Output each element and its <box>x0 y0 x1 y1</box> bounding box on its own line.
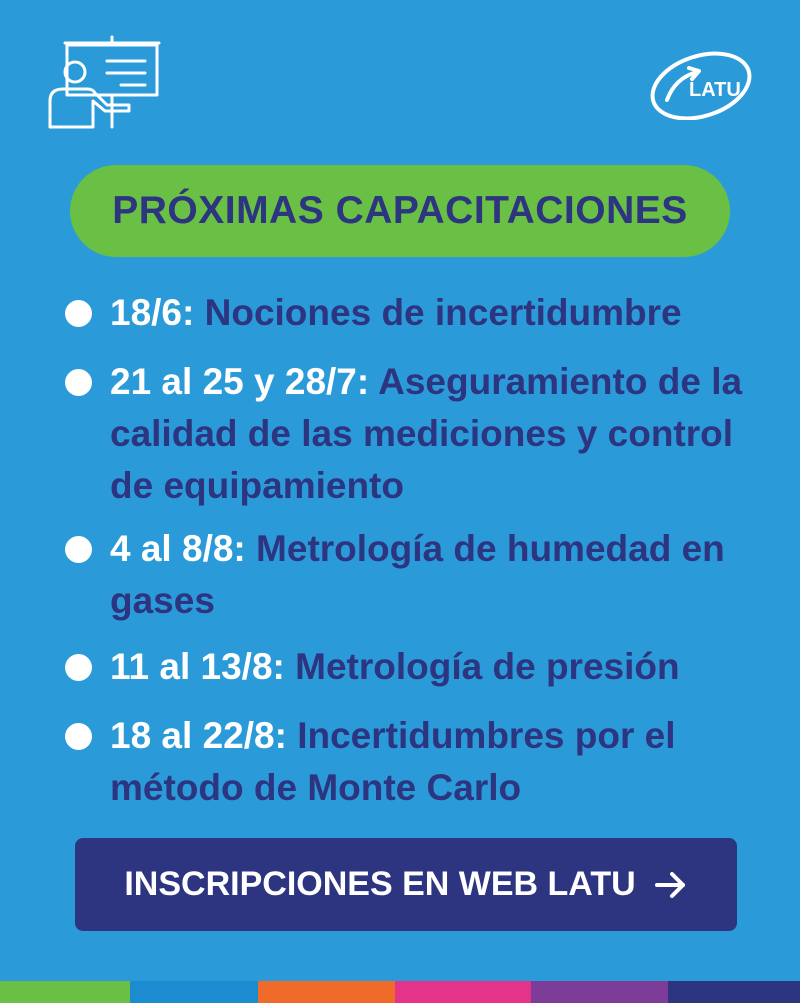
course-name: Nociones de incertidumbre <box>204 292 682 333</box>
bullet-dot <box>65 369 92 396</box>
course-name: Metrología de presión <box>295 646 680 687</box>
register-button-label: INSCRIPCIONES EN WEB LATU <box>124 865 636 903</box>
arrow-right-icon <box>654 870 688 900</box>
course-date: 18/6: <box>110 292 195 333</box>
color-stripe <box>0 981 800 1003</box>
course-text <box>110 523 760 627</box>
title-banner <box>70 165 730 257</box>
course-date: 4 al 8/8: <box>110 528 246 569</box>
presenter-board-icon <box>45 35 163 130</box>
bullet-dot <box>65 536 92 563</box>
color-stripe-segment <box>531 981 668 1003</box>
course-text <box>110 710 760 814</box>
course-text <box>110 641 760 693</box>
bullet-dot <box>65 654 92 681</box>
bullet-dot <box>65 723 92 750</box>
course-text <box>110 287 760 339</box>
color-stripe-segment <box>258 981 395 1003</box>
course-text <box>110 356 760 512</box>
color-stripe-segment <box>130 981 258 1003</box>
latu-logo <box>645 48 757 120</box>
color-stripe-segment <box>395 981 531 1003</box>
bullet-dot <box>65 300 92 327</box>
course-name: Aseguramiento de la calidad de las mediciones y control de equipamiento <box>110 361 743 506</box>
course-date: 18 al 22/8: <box>110 715 287 756</box>
course-date: 11 al 13/8: <box>110 646 285 687</box>
course-name: Incertidumbres por el método de Monte Carlo <box>110 715 676 808</box>
logo-text: LATU <box>689 79 741 101</box>
course-name: Metrología de humedad en gases <box>110 528 725 621</box>
color-stripe-segment <box>668 981 800 1003</box>
course-date: 21 al 25 y 28/7: <box>110 361 370 402</box>
color-stripe-segment <box>0 981 130 1003</box>
register-button[interactable] <box>75 838 737 931</box>
page-title: PRÓXIMAS CAPACITACIONES <box>112 189 688 232</box>
